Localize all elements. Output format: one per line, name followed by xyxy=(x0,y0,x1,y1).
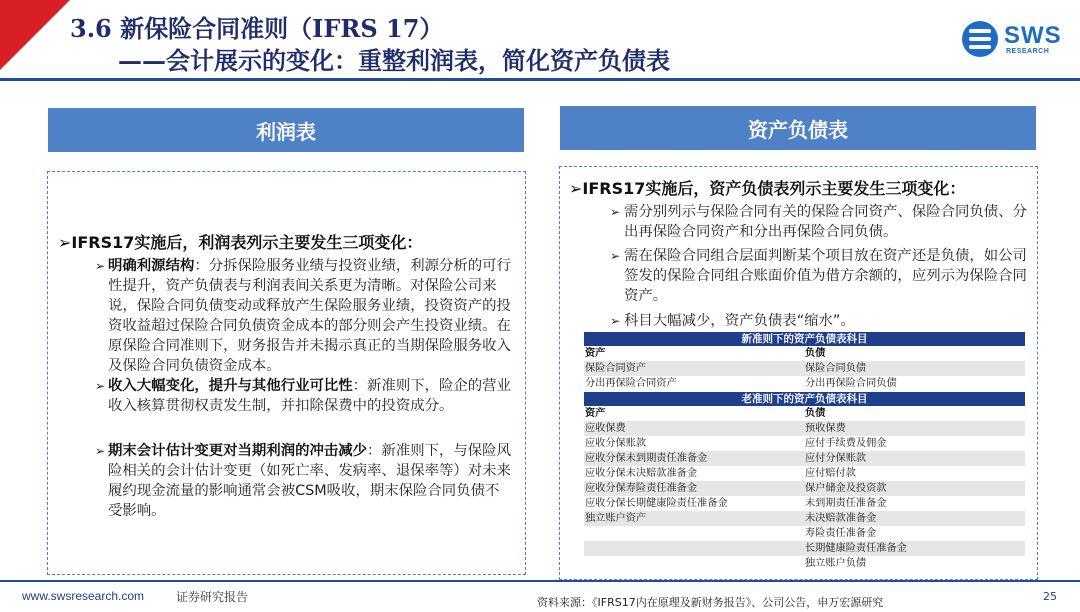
table-row: 应收分保寿险责任准备金 保户储金及投资款 xyxy=(584,481,1025,496)
title-divider xyxy=(0,78,1080,81)
new-standard-table xyxy=(584,332,1025,391)
table-row: 应收分保账款 应付手续费及佣金 xyxy=(584,436,1025,451)
sws-logo xyxy=(962,18,1072,62)
table-header-row: 资产 负债 xyxy=(584,346,1025,361)
table-row: 应收保费 预收保费 xyxy=(584,421,1025,436)
footer-source-note: 资料来源：《IFRS17内在原理及新财务报告》、公司公告，申万宏源研究 xyxy=(537,596,884,609)
title-accent-triangle xyxy=(0,0,70,70)
arrow-bullet-icon: ➢ xyxy=(610,205,621,219)
table-row: 应收分保未到期责任准备金 应付分保账款 xyxy=(584,451,1025,466)
balance-item-2: ➢ 需在保险合同组合层面判断某个项目放在资产还是负债，如公司签发的保险合同组合账面价值为借方余额的，应列示为保险合同资产。 xyxy=(610,248,1027,304)
footer-report-label: 证券研究报告 xyxy=(176,590,249,604)
income-item-2: ➢ 收入大幅变化，提升与其他行业可比性：新准则下，险企的营业收入核算贯彻权责发生制，并扣除保费中的投资成分。 xyxy=(95,378,511,414)
balance-item-3: ➢ 科目大幅减少，资产负债表“缩水”。 xyxy=(610,313,855,329)
table-header-row: 资产 负债 xyxy=(584,406,1025,421)
page-number: 25 xyxy=(1043,590,1057,603)
arrow-bullet-icon: ➢ xyxy=(95,259,106,273)
balance-item-1: ➢ 需分别列示与保险合同有关的保险合同资产、保险合同负债、分出再保险合同资产和分出再保险合同负债。 xyxy=(610,204,1027,240)
income-statement-header: 利润表 xyxy=(48,108,524,152)
arrow-bullet-icon: ➢ xyxy=(95,379,106,393)
old-standard-table xyxy=(584,392,1025,571)
footer-divider xyxy=(0,580,1080,582)
footer-website-link[interactable]: www.swsresearch.com xyxy=(22,589,145,603)
page-subtitle: ——会计展示的变化：重整利润表，简化资产负债表 xyxy=(118,46,670,75)
logo-mark-icon xyxy=(962,21,998,57)
income-item-1: ➢ 明确利源结构：分拆保险服务业绩与投资业绩，利源分析的可行性提升，资产负债表与利润表间关系更为清晰。对保险公司来说，保险合同负债变动或释放产生保险服务业绩，投资资产的投资收益超过保险合同负债资金成本的部分则会产生投资业绩。在原保险合同准则下，财务报告并未揭示真正的当期保险服务收入及保险合同负债资金成本。 xyxy=(95,258,511,374)
income-statement-heading: ➢IFRS17实施后，利润表列示主要发生三项变化： xyxy=(58,233,423,252)
balance-sheet-header: 资产负债表 xyxy=(560,106,1036,150)
balance-sheet-heading: ➢IFRS17实施后，资产负债表列示主要发生三项变化： xyxy=(569,179,966,198)
title-bar xyxy=(0,0,1080,78)
table-row: 寿险责任准备金 xyxy=(584,526,1025,541)
income-item-3: ➢ 期末会计估计变更对当期利润的冲击减少：新准则下，与保险风险相关的会计估计变更（如死亡率、发病率、退保率等）对未来履约现金流量的影响通常会被CSM吸收，期末保险合同负债不受影响。 xyxy=(95,443,511,519)
table-row: 长期健康险责任准备金 xyxy=(584,541,1025,556)
table-row: 应收分保未决赔款准备金 应付赔付款 xyxy=(584,466,1025,481)
arrow-bullet-icon: ➢ xyxy=(610,314,621,328)
table-row: 独立账户资产 未决赔款准备金 xyxy=(584,511,1025,526)
arrow-bullet-icon: ➢ xyxy=(95,444,106,458)
table-row: 应收分保长期健康险责任准备金 未到期责任准备金 xyxy=(584,496,1025,511)
arrow-bullet-icon: ➢ xyxy=(610,249,621,263)
logo-text: SWS xyxy=(1004,22,1062,49)
old-table-title: 老准则下的资产负债表科目 xyxy=(584,392,1025,406)
new-table-title: 新准则下的资产负债表科目 xyxy=(584,332,1025,346)
logo-subtext: RESEARCH xyxy=(1006,48,1050,55)
page-title: 3.6 新保险合同准则（IFRS 17） xyxy=(70,14,444,43)
table-row: 保险合同资产 保险合同负债 xyxy=(584,361,1025,376)
table-row: 独立账户负债 xyxy=(584,556,1025,571)
table-row: 分出再保险合同资产 分出再保险合同负债 xyxy=(584,376,1025,391)
